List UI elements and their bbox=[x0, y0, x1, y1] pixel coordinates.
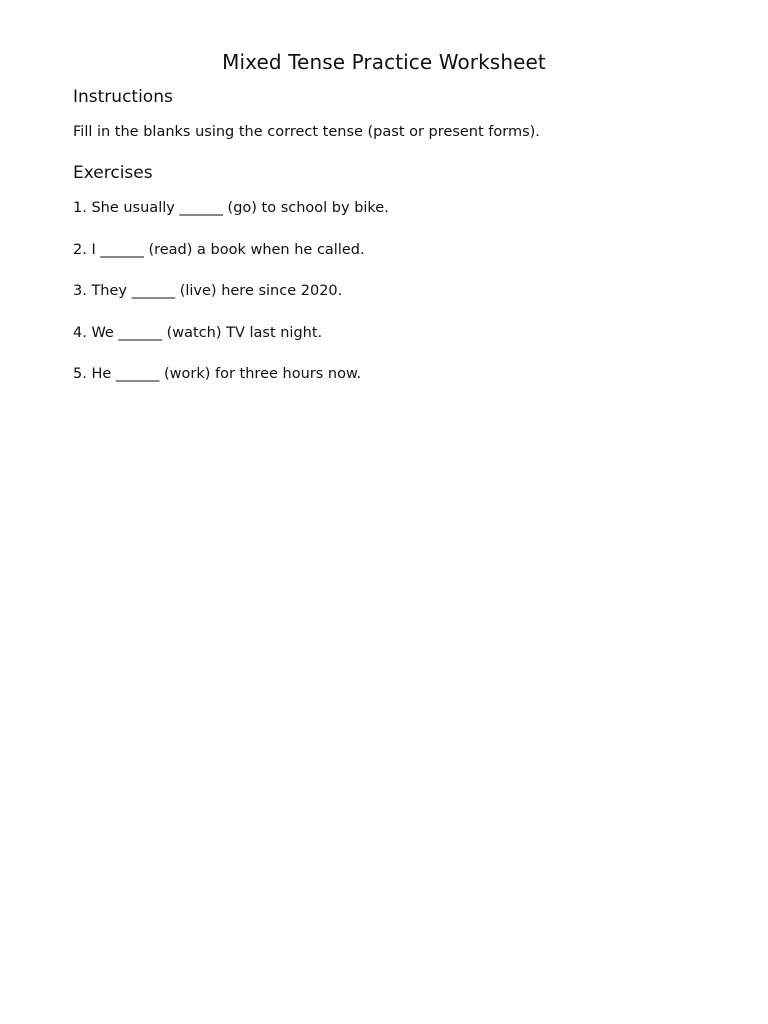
page-title: Mixed Tense Practice Worksheet bbox=[222, 50, 546, 74]
exercise-item-5: 5. He ______ (work) for three hours now. bbox=[73, 366, 362, 382]
instructions-text: Fill in the blanks using the correct tense (past or present forms). bbox=[73, 124, 540, 140]
instructions-heading: Instructions bbox=[73, 87, 173, 107]
exercise-item-3: 3. They ______ (live) here since 2020. bbox=[73, 283, 343, 299]
exercise-list bbox=[73, 198, 389, 406]
exercise-item-4: 4. We ______ (watch) TV last night. bbox=[73, 324, 323, 341]
exercises-heading: Exercises bbox=[73, 163, 153, 183]
exercise-item-1: 1. She usually ______ (go) to school by bike. bbox=[73, 200, 389, 216]
exercise-item-2: 2. I ______ (read) a book when he called. bbox=[73, 241, 365, 258]
